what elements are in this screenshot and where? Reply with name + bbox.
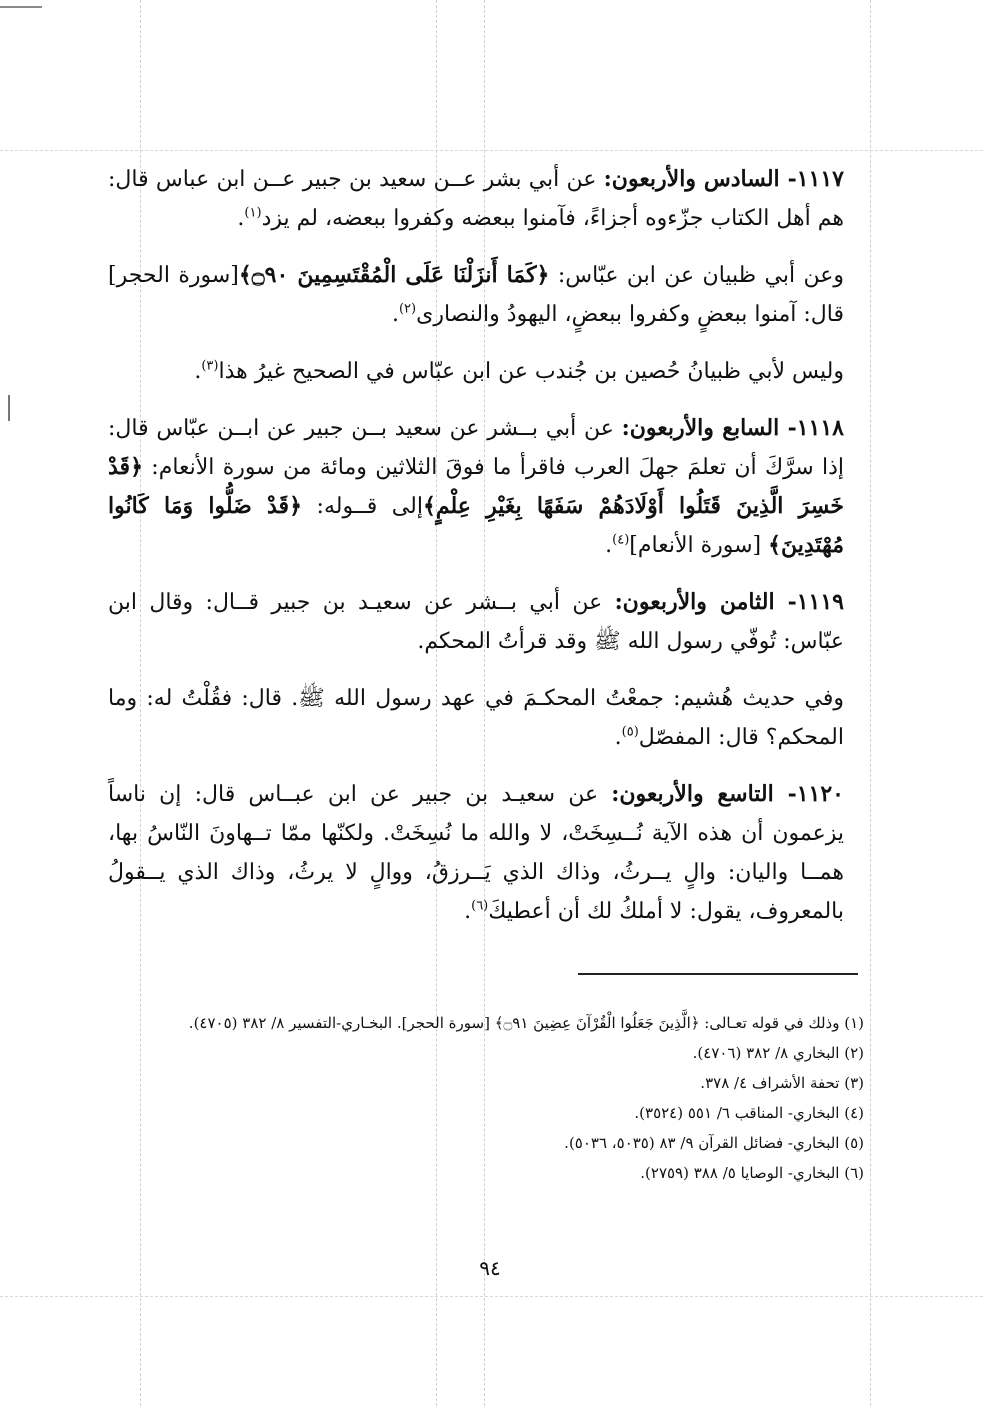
footnotes (108, 1008, 864, 1188)
page-number: ٩٤ (479, 1256, 501, 1280)
paragraph-1120: ١١٢٠- التاسع والأربعون: عن سعيـد بن جبير عن ابن عبــاس قال: إن ناساً يزعمون أن هذه الآية نُــسِخَتْ، لا والله ما نُسِخَتْ. ولكنّها ممّا تــهاونَ النّاسُ بها، همــا واليان: والٍ يــرثُ، وذاك الذي يَــرزقُ، ووالٍ لا يرثُ، وذاك الذي يــقولُ بالمعروف، يقول: لا أملكُ لك أن أعطيكَ$^{(٦)}$. (108, 781, 844, 924)
scan-guide-line (870, 0, 871, 1406)
paragraph-abu-zubyan: وعن أبي ظبيان عن ابن عبّاس: ﴿كَمَا أَنزَلْنَا عَلَى الْمُقْتَسِمِينَ ۝٩٠﴾[سورة الحجر] قال: آمنوا ببعضٍ وكفروا ببعضٍ، اليهودُ والنصارى$^{(٢)}$. (108, 262, 844, 327)
paragraph-1119 (108, 583, 844, 661)
paragraph-text: [سورة الأنعام] (629, 533, 769, 558)
footnote: (١) وذلك في قوله تعـالى: ﴿الَّذِينَ جَعَلُوا الْقُرْآنَ عِضِينَ ۝٩١﴾ [سورة الحجر]. البخـاري-التفسير ٨/ ٣٨٢ (٤٧٠٥). (188, 1014, 864, 1032)
footnote: (٤) البخاري- المناقب ٦/ ٥٥١ (٣٥٢٤). (634, 1104, 864, 1122)
hadith-heading: ١١١٧- السادس والأربعون: (603, 166, 844, 192)
paragraph-text: عن أبي بشر عــن سعيد بن جبير عــن ابن عباس قال: هم أهل الكتاب جزّءوه أجزاءً، فآمنوا ببعضه وكفروا ببعضه، لم يزد (108, 167, 844, 231)
footnote: (٦) البخاري- الوصايا ٥/ ٣٨٨ (٢٧٥٩). (640, 1164, 864, 1182)
footnote-separator (578, 973, 858, 975)
quran-quote: ﴿قَدْ خَسِرَ الَّذِينَ قَتَلُوا أَوْلَادَهُمْ سَفَهًا بِغَيْرِ عِلْمٍ﴾ (108, 454, 845, 519)
paragraph-text: وعن أبي ظبيان عن ابن عبّاس: (549, 263, 844, 288)
paragraph-text: عن أبي بــشر عن سعيـد بن جبير قــال: وقال ابن عبّاس: تُوفّي رسول الله ﷺ وقد قرأتُ المحكم. (108, 590, 844, 654)
footnote: (٥) البخاري- فضائل القرآن ٩/ ٨٣ (٥٠٣٥، ٥٠٣٦). (564, 1134, 864, 1152)
footnote-ref: (٢) (398, 301, 417, 317)
footnote-ref: (٤) (612, 532, 630, 548)
footnote-ref: (٣) (201, 358, 219, 374)
scan-guide-line (0, 150, 983, 151)
paragraph-1117: ١١١٧- السادس والأربعون: عن أبي بشر عــن سعيد بن جبير عــن ابن عباس قال: هم أهل الكتاب جزّءوه أجزاءً، فآمنوا ببعضه وكفروا ببعضه، لم يزد$^{(١)}$. (108, 166, 844, 231)
footnote: (٣) تحفة الأشراف ٤/ ٣٧٨. (700, 1074, 864, 1092)
hadith-heading: ١١١٨- السابع والأربعون: (621, 415, 844, 441)
main-text (108, 160, 844, 949)
footnote: (٢) البخاري ٨/ ٣٨٢ (٤٧٠٦). (692, 1044, 864, 1062)
paragraph-text: إلى قــوله: (301, 494, 423, 519)
paragraph-hushaym: وفي حديث هُشيم: جمعْتُ المحكـمَ في عهد رسول الله ﷺ. قال: فقُلْتُ له: وما المحكم؟ قال: المفصّل$^{(٥)}$. (108, 686, 844, 750)
footnote-ref: (١) (244, 205, 262, 221)
paragraph-text: وفي حديث هُشيم: جمعْتُ المحكـمَ في عهد رسول الله ﷺ. قال: فقُلْتُ له: وما المحكم؟ قال: المفصّل (108, 686, 844, 750)
paragraph-text: عن سعيـد بن جبير عن ابن عبــاس قال: إن ناساً يزعمون أن هذه الآية نُــسِخَتْ، لا والله ما نُسِخَتْ. ولكنّها ممّا تــهاونَ النّاسُ بها، همــا واليان: والٍ يــرثُ، وذاك الذي يَــرزقُ، ووالٍ لا يرثُ، وذاك الذي يــقولُ بالمعروف، يقول: لا أملكُ لك أن أعطيكَ (108, 782, 844, 924)
scan-edge-mark (0, 6, 42, 8)
paragraph-text: [سورة الحجر] قال: آمنوا ببعضٍ وكفروا ببعضٍ، اليهودُ والنصارى (108, 263, 844, 327)
hadith-heading: ١١٢٠- التاسع والأربعون: (611, 781, 844, 807)
footnote-ref: (٦) (471, 898, 489, 914)
paragraph-text: عن أبي بــشر عن سعيد بــن جبير عن ابــن عبّاس قال: إذا سرَّكَ أن تعلمَ جهلَ العرب فاقرأ ما فوقَ الثلاثين ومائة من سورة الأنعام: (108, 416, 844, 480)
quran-quote: ﴿كَمَا أَنزَلْنَا عَلَى الْمُقْتَسِمِينَ ۝٩٠﴾ (238, 262, 550, 288)
quran-quote: ﴿قَدْ ضَلُّوا وَمَا كَانُوا مُهْتَدِينَ﴾ (108, 493, 844, 558)
scan-guide-line (0, 1296, 983, 1297)
footnote-ref: (٥) (621, 724, 639, 740)
hadith-heading: ١١١٩- الثامن والأربعون: (614, 589, 844, 615)
scan-edge-mark (8, 395, 10, 421)
paragraph-1118: ١١١٨- السابع والأربعون: عن أبي بــشر عن سعيد بــن جبير عن ابــن عبّاس قال: إذا سرَّكَ أن تعلمَ جهلَ العرب فاقرأ ما فوقَ الثلاثين ومائة من سورة الأنعام: ﴿قَدْ خَسِرَ الَّذِينَ قَتَلُوا أَوْلَادَهُمْ سَفَهًا بِغَيْرِ عِلْمٍ﴾إلى قــوله: ﴿قَدْ ضَلُّوا وَمَا كَانُوا مُهْتَدِينَ﴾ [سورة الأنعام]$^{(٤)}$. (108, 415, 845, 558)
paragraph-text: وليس لأبي ظبيانُ حُصين بن جُندب عن ابن عبّاس في الصحيح غيرُ هذا (218, 359, 844, 384)
paragraph-note: وليس لأبي ظبيانُ حُصين بن جُندب عن ابن عبّاس في الصحيح غيرُ هذا$^{(٣)}$. (194, 358, 844, 384)
